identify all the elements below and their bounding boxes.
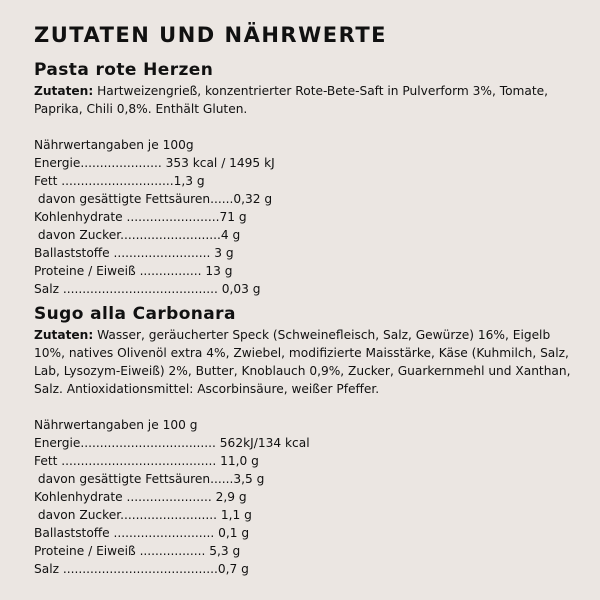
nutrition-row-sugar: davon Zucker......................... 1,1 g (34, 508, 252, 522)
nutrition-row-sugar: davon Zucker..........................4 g (34, 228, 241, 242)
nutrition-row-protein: Proteine / Eiweiß ................ 13 g (34, 264, 233, 278)
ingredients-paragraph (34, 82, 574, 118)
product-section-carbonara (34, 302, 574, 578)
product-title: Pasta rote Herzen (34, 60, 214, 80)
nutrition-row-saturated-fat: davon gesättigte Fettsäuren......0,32 g (34, 192, 273, 206)
nutrition-row-salt: Salz ........................................ 0,03 g (34, 282, 261, 296)
nutrition-row-fat: Fett ........................................ 11,0 g (34, 454, 259, 468)
nutrition-row-protein: Proteine / Eiweiß ................. 5,3 g (34, 544, 241, 558)
nutrition-row-saturated-fat: davon gesättigte Fettsäuren......3,5 g (34, 472, 265, 486)
nutrition-header: Nährwertangaben je 100g (34, 138, 194, 152)
nutrition-document (34, 18, 574, 578)
page-title: ZUTATEN UND NÄHRWERTE (34, 23, 388, 47)
nutrition-row-fiber: Ballaststoffe ......................... 3 g (34, 246, 234, 260)
spacer (34, 118, 574, 136)
nutrition-row-fiber: Ballaststoffe .......................... 0,1 g (34, 526, 250, 540)
nutrition-table (34, 136, 574, 298)
spacer (34, 398, 574, 416)
nutrition-header: Nährwertangaben je 100 g (34, 418, 198, 432)
ingredients-label: Zutaten: (34, 84, 94, 98)
nutrition-table (34, 416, 574, 578)
nutrition-row-energy: Energie................................... 562kJ/134 kcal (34, 436, 310, 450)
ingredients-paragraph (34, 326, 574, 398)
nutrition-row-energy: Energie..................... 353 kcal / 1495 kJ (34, 156, 275, 170)
product-section-pasta (34, 58, 574, 298)
nutrition-row-salt: Salz ........................................0,7 g (34, 562, 249, 576)
ingredients-text: Hartweizengrieß, konzentrierter Rote-Bete-Saft in Pulverform 3%, Tomate, Paprika, Chili 0,8%. Enthält Gluten. (34, 84, 549, 116)
nutrition-row-carbohydrates: Kohlenhydrate ...................... 2,9 g (34, 490, 247, 504)
nutrition-row-fat: Fett .............................1,3 g (34, 174, 205, 188)
nutrition-row-carbohydrates: Kohlenhydrate ........................71 g (34, 210, 247, 224)
product-title: Sugo alla Carbonara (34, 304, 236, 324)
ingredients-label: Zutaten: (34, 328, 94, 342)
ingredients-text: Wasser, geräucherter Speck (Schweinefleisch, Salz, Gewürze) 16%, Eigelb 10%, natives Olivenöl extra 4%, Zwiebel, modifizierte Maisstärke, Käse (Kuhmilch, Salz, Lab, Lysozym-Eiweiß) 2%, Butter, Knoblauch 0,9%, Zucker, Guarkernmehl und Xanthan, Salz. Antioxidationsmittel: Ascorbinsäure, weißer Pfeffer. (34, 328, 571, 396)
